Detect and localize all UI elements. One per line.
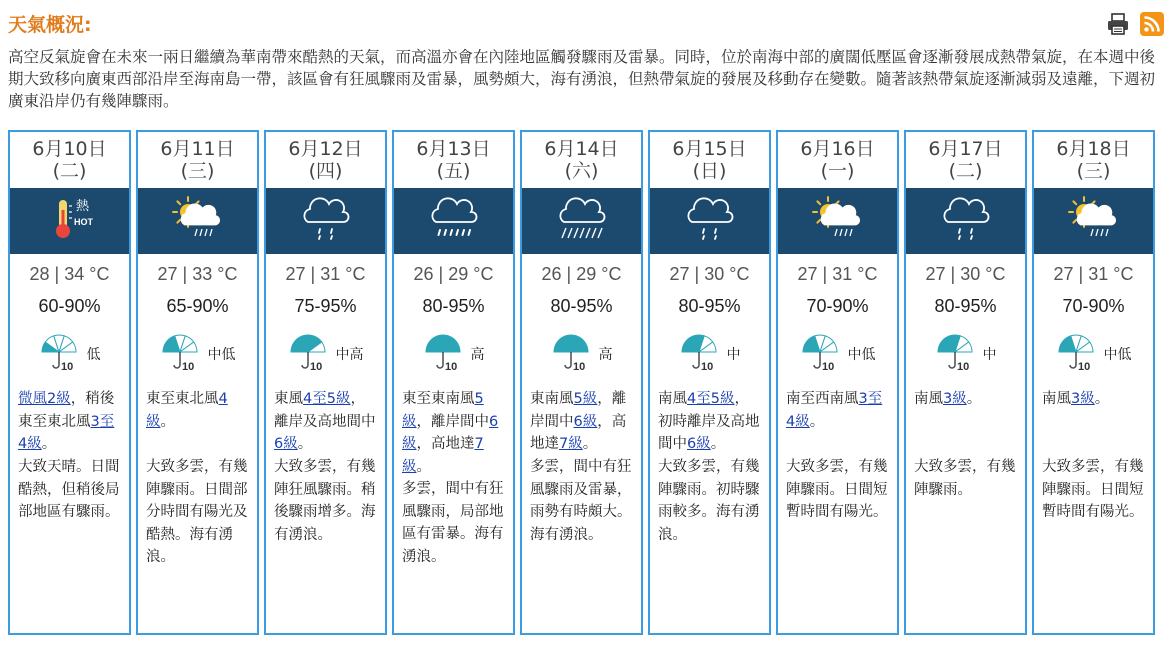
temperature-range: 28 | 34 °C [29, 264, 110, 284]
wind-text: 。 [809, 413, 825, 430]
weather-description: 大致多雲，有幾陣驟雨。 [914, 459, 1016, 498]
umbrella-icon[interactable] [935, 332, 977, 377]
printer-icon[interactable] [1106, 12, 1130, 36]
umbrella-icon[interactable] [800, 332, 842, 377]
svg-text:10: 10 [572, 360, 585, 372]
svg-text:熱: 熱 [75, 198, 89, 214]
rain-probability-label: 低 [86, 347, 101, 363]
temperature-range: 27 | 33 °C [157, 264, 238, 284]
umbrella-icon[interactable] [160, 332, 202, 377]
wind-text: 東風 [274, 391, 303, 407]
humidity-range: 70-90% [1062, 296, 1125, 316]
wind-text: 。 [966, 391, 982, 407]
forecast-weekday: (二) [52, 160, 87, 182]
humidity-range: 80-95% [422, 296, 485, 316]
humidity-range: 65-90% [166, 296, 229, 316]
humidity-range: 80-95% [678, 296, 741, 316]
weather-icon-band [10, 188, 129, 254]
umbrella-icon[interactable] [1056, 332, 1098, 377]
umbrella-icon[interactable] [423, 332, 465, 377]
weather-description: 大致多雲，有幾陣驟雨。日間短暫時間有陽光。 [1042, 459, 1144, 520]
cloud-heavy-rain-icon[interactable] [422, 192, 486, 251]
wind-description [522, 388, 641, 456]
temperature-range: 27 | 31 °C [1053, 264, 1134, 284]
wind-force-link[interactable]: 6級 [274, 436, 298, 452]
forecast-date [394, 132, 513, 182]
wind-force-link[interactable]: 3至4級 [18, 413, 115, 452]
forecast-weekday: (一) [820, 160, 855, 182]
weather-description: 大致多雲，有幾陣驟雨。初時驟雨較多。海有湧浪。 [658, 459, 760, 543]
wind-description [394, 388, 513, 478]
humidity-range: 80-95% [550, 296, 613, 316]
wind-force-link[interactable]: 6級 [573, 413, 598, 430]
weather-icon-band [266, 188, 385, 254]
wind-text: ，離岸及高地間中 [274, 391, 376, 430]
rain-probability [778, 334, 897, 374]
weather-icon-band [522, 188, 641, 254]
weather-icon-band [1034, 188, 1153, 254]
wind-force-link[interactable]: 微風2級 [18, 391, 71, 407]
hot-icon[interactable] [38, 192, 102, 251]
rain-probability [650, 334, 769, 374]
weather-description: 大致多雲，有幾陣狂風驟雨。稍後驟雨增多。海有湧浪。 [274, 459, 376, 543]
weather-description: 大致天晴。日間酷熱，但稍後局部地區有驟雨。 [18, 459, 120, 520]
wind-force-link[interactable]: 7級 [402, 436, 484, 475]
rss-icon[interactable] [1140, 12, 1164, 36]
forecast-date-label: 6月17日 [928, 138, 1003, 160]
umbrella-icon[interactable] [551, 332, 593, 377]
wind-text: 。 [41, 436, 57, 452]
rain-probability-label: 中高 [335, 347, 364, 363]
wind-text: 東南風 [530, 391, 574, 407]
rain-probability-label: 中低 [847, 347, 876, 363]
weather-icon-band [778, 188, 897, 254]
wind-text: 南風 [1042, 391, 1071, 407]
section-title: 天氣概況: [8, 14, 92, 36]
forecast-date-label: 6月14日 [544, 138, 619, 160]
weather-icon-band [906, 188, 1025, 254]
forecast-date [266, 132, 385, 182]
weather-icon-band [650, 188, 769, 254]
wind-description [266, 388, 385, 456]
cloud-rain-icon[interactable] [678, 192, 742, 251]
temperature-range: 26 | 29 °C [541, 264, 622, 284]
sun-cloud-rain-icon[interactable] [1062, 192, 1126, 251]
rain-probability [522, 334, 641, 374]
svg-text:10: 10 [60, 360, 73, 372]
wind-text: 東至東北風 [146, 391, 219, 407]
wind-force-link[interactable]: 5級 [402, 391, 484, 430]
temperature-range: 27 | 30 °C [925, 264, 1006, 284]
forecast-date [906, 132, 1025, 182]
forecast-days [8, 130, 1155, 635]
cloud-rain-icon[interactable] [294, 192, 358, 251]
forecast-day-9 [1032, 130, 1155, 635]
forecast-weekday: (三) [1076, 160, 1111, 182]
forecast-day-8 [904, 130, 1027, 635]
forecast-weekday: (五) [436, 160, 471, 182]
wind-description [10, 388, 129, 456]
forecast-day-1 [8, 130, 131, 635]
weather-icon-band [394, 188, 513, 254]
svg-text:10: 10 [1077, 360, 1090, 372]
wind-text: ，離岸間中 [530, 391, 627, 430]
rain-probability [138, 334, 257, 374]
wind-text: 。 [582, 436, 598, 452]
wind-description [1034, 388, 1153, 456]
cloud-storm-rain-icon[interactable] [550, 192, 614, 251]
svg-text:10: 10 [309, 360, 322, 372]
weather-description: 大致多雲，有幾陣驟雨。日間短暫時間有陽光。 [786, 459, 888, 520]
forecast-weekday: (六) [564, 160, 599, 182]
wind-force-link[interactable]: 3級 [943, 391, 967, 407]
umbrella-icon[interactable] [679, 332, 721, 377]
wind-force-link[interactable]: 6級 [402, 413, 499, 452]
forecast-weekday: (二) [948, 160, 983, 182]
humidity-range: 75-95% [294, 296, 357, 316]
svg-text:10: 10 [956, 360, 969, 372]
rain-probability-label: 高 [470, 347, 485, 363]
wind-description [778, 388, 897, 456]
umbrella-icon[interactable] [39, 332, 81, 377]
rain-probability-label: 中 [982, 347, 997, 363]
wind-force-link[interactable]: 5級 [573, 391, 598, 407]
temperature-range: 27 | 30 °C [669, 264, 750, 284]
rain-probability-label: 中低 [1103, 347, 1132, 363]
wind-force-link[interactable]: 4至5級 [303, 391, 351, 407]
forecast-date-label: 6月10日 [32, 138, 107, 160]
forecast-date [1034, 132, 1153, 182]
wind-text: ，離岸間中 [416, 413, 489, 430]
svg-text:10: 10 [821, 360, 834, 372]
wind-text: 南風 [914, 391, 943, 407]
forecast-date [10, 132, 129, 182]
forecast-weekday: (三) [180, 160, 215, 182]
forecast-date-label: 6月15日 [672, 138, 747, 160]
sun-cloud-rain-icon[interactable] [806, 192, 870, 251]
wind-text: 南至西南風 [786, 391, 859, 407]
humidity-range: 80-95% [934, 296, 997, 316]
wind-force-link[interactable]: 4級 [146, 391, 228, 430]
weather-description: 多雲，間中有狂風驟雨及雷暴，雨勢有時頗大。海有湧浪。 [530, 459, 632, 543]
general-situation-text: 高空反氣旋會在未來一兩日繼續為華南帶來酷熱的天氣，而高溫亦會在內陸地區觸發驟雨及雷暴。同時，位於南海中部的廣闊低壓區會逐漸發展成熱帶氣旋，在本週中後期大致移向廣東西部沿岸至海南島一帶，該區會有狂風驟雨及雷暴，風勢頗大，海有湧浪，但熱帶氣旋的發展及移動存在變數。隨著該熱帶氣旋逐漸減弱及遠離，下週初廣東沿岸仍有幾陣驟雨。 [8, 48, 1156, 110]
rain-probability [1034, 334, 1153, 374]
toolbar [1106, 12, 1164, 36]
wind-text: ，高地達 [530, 413, 627, 452]
forecast-weekday: (日) [692, 160, 727, 182]
rain-probability [266, 334, 385, 374]
forecast-day-4 [392, 130, 515, 635]
svg-text:HOT: HOT [73, 216, 93, 227]
weather-description: 大致多雲，有幾陣驟雨。日間部分時間有陽光及酷熱。海有湧浪。 [146, 459, 248, 565]
wind-text: ，稍後東至東北風 [18, 391, 115, 430]
weather-description: 多雲，間中有狂風驟雨，局部地區有雷暴。海有湧浪。 [402, 481, 504, 565]
forecast-date [522, 132, 641, 182]
forecast-day-7 [776, 130, 899, 635]
wind-text: 南風 [658, 391, 687, 407]
wind-text: 。 [710, 436, 726, 452]
wind-description [138, 388, 257, 456]
forecast-date-label: 6月18日 [1056, 138, 1131, 160]
svg-text:10: 10 [700, 360, 713, 372]
svg-text:10: 10 [444, 360, 457, 372]
wind-description [650, 388, 769, 456]
wind-force-link[interactable]: 3級 [1071, 391, 1095, 407]
wind-text: 。 [160, 413, 175, 430]
rain-probability-label: 中 [726, 347, 741, 363]
wind-force-link[interactable]: 7級 [559, 436, 583, 452]
wind-text: 東至東南風 [402, 391, 475, 407]
forecast-date-label: 6月12日 [288, 138, 363, 160]
temperature-range: 26 | 29 °C [413, 264, 494, 284]
wind-description [906, 388, 1025, 456]
rain-probability [906, 334, 1025, 374]
forecast-day-6 [648, 130, 771, 635]
wind-text: 。 [1094, 391, 1110, 407]
temperature-range: 27 | 31 °C [285, 264, 366, 284]
wind-force-link[interactable]: 6級 [687, 436, 711, 452]
cloud-rain-icon[interactable] [934, 192, 998, 251]
wind-text: ，初時離岸及高地間中 [658, 391, 760, 452]
forecast-date [650, 132, 769, 182]
wind-text: 。 [297, 436, 313, 452]
forecast-date [778, 132, 897, 182]
forecast-date-label: 6月16日 [800, 138, 875, 160]
forecast-date-label: 6月13日 [416, 138, 491, 160]
wind-text: ，高地達 [416, 436, 475, 452]
forecast-day-2 [136, 130, 259, 635]
wind-force-link[interactable]: 4至5級 [687, 391, 735, 407]
forecast-date-label: 6月11日 [160, 138, 235, 160]
rain-probability [394, 334, 513, 374]
svg-text:10: 10 [181, 360, 194, 372]
forecast-day-3 [264, 130, 387, 635]
rain-probability-label: 高 [598, 347, 613, 363]
rain-probability-label: 中低 [207, 347, 236, 363]
humidity-range: 60-90% [38, 296, 101, 316]
rain-probability [10, 334, 129, 374]
weather-icon-band [138, 188, 257, 254]
wind-text: 。 [416, 458, 431, 475]
forecast-day-5 [520, 130, 643, 635]
umbrella-icon[interactable] [288, 332, 330, 377]
forecast-weekday: (四) [308, 160, 343, 182]
wind-force-link[interactable]: 3至4級 [786, 391, 883, 430]
sun-cloud-rain-icon[interactable] [166, 192, 230, 251]
temperature-range: 27 | 31 °C [797, 264, 878, 284]
forecast-date [138, 132, 257, 182]
humidity-range: 70-90% [806, 296, 869, 316]
